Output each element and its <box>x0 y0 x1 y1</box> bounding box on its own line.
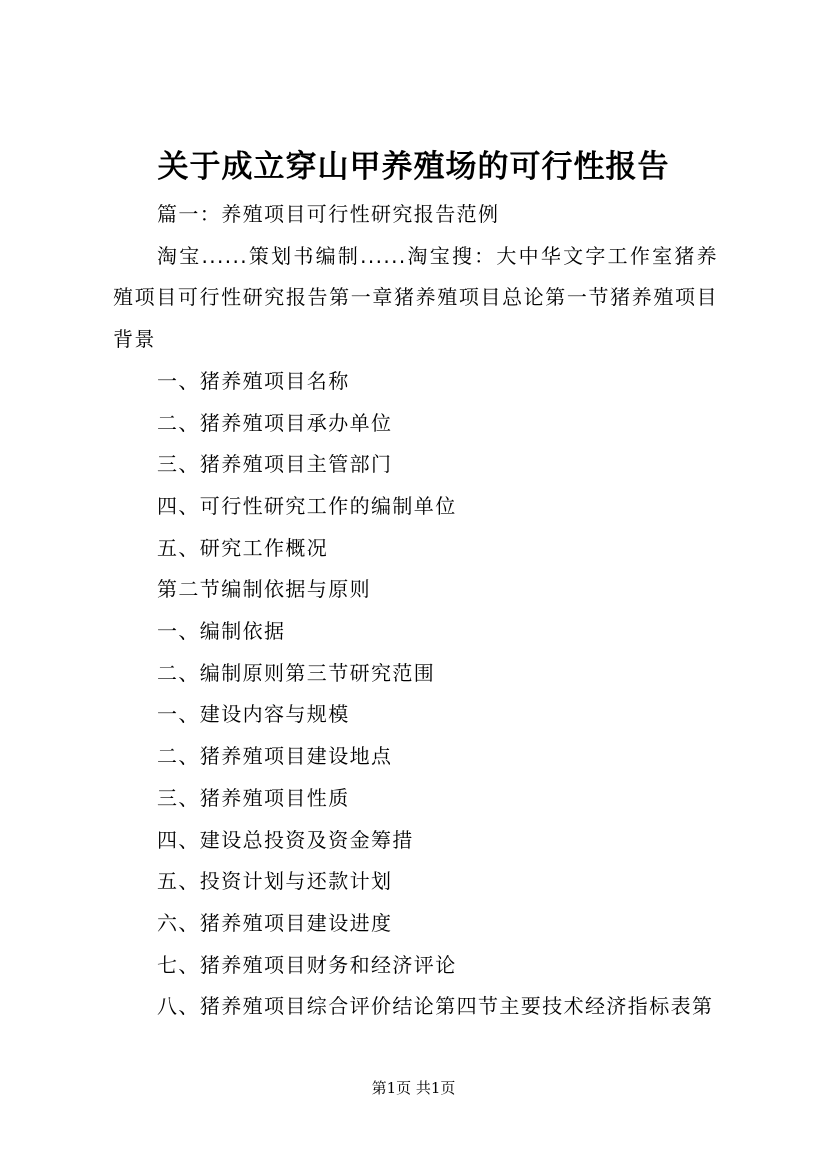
list-item: 五、投资计划与还款计划 <box>157 869 393 894</box>
list-item: 四、建设总投资及资金筹措 <box>157 827 414 852</box>
list-item: 三、猪养殖项目性质 <box>157 785 350 810</box>
list-item: 八、猪养殖项目综合评价结论第四节主要技术经济指标表第 <box>157 994 714 1019</box>
list-item: 二、编制原则第三节研究范围 <box>157 660 436 685</box>
paragraph-intro: 淘宝......策划书编制......淘宝搜：大中华文字工作室猪养殖项目可行性研究报告第一章猪养殖项目总论第一节猪养殖项目背景 <box>113 243 718 352</box>
list-item: 二、猪养殖项目建设地点 <box>157 744 393 769</box>
list-item: 三、猪养殖项目主管部门 <box>157 452 393 477</box>
paragraph-heading: 篇一：养殖项目可行性研究报告范例 <box>157 202 500 226</box>
list-item: 七、猪养殖项目财务和经济评论 <box>157 952 457 977</box>
document-title: 关于成立穿山甲养殖场的可行性报告 <box>157 149 670 185</box>
page-footer: 第1页 共1页 <box>371 1079 456 1097</box>
document-body <box>113 194 718 1028</box>
list-item: 一、建设内容与规模 <box>157 702 350 727</box>
section-heading: 第二节编制依据与原则 <box>157 577 371 602</box>
list-item: 四、可行性研究工作的编制单位 <box>157 493 457 518</box>
list-item: 二、猪养殖项目承办单位 <box>157 410 393 435</box>
list-item: 六、猪养殖项目建设进度 <box>157 910 393 935</box>
list-item: 一、编制依据 <box>157 619 286 644</box>
list-item: 五、研究工作概况 <box>157 535 329 560</box>
list-item: 一、猪养殖项目名称 <box>157 368 350 393</box>
